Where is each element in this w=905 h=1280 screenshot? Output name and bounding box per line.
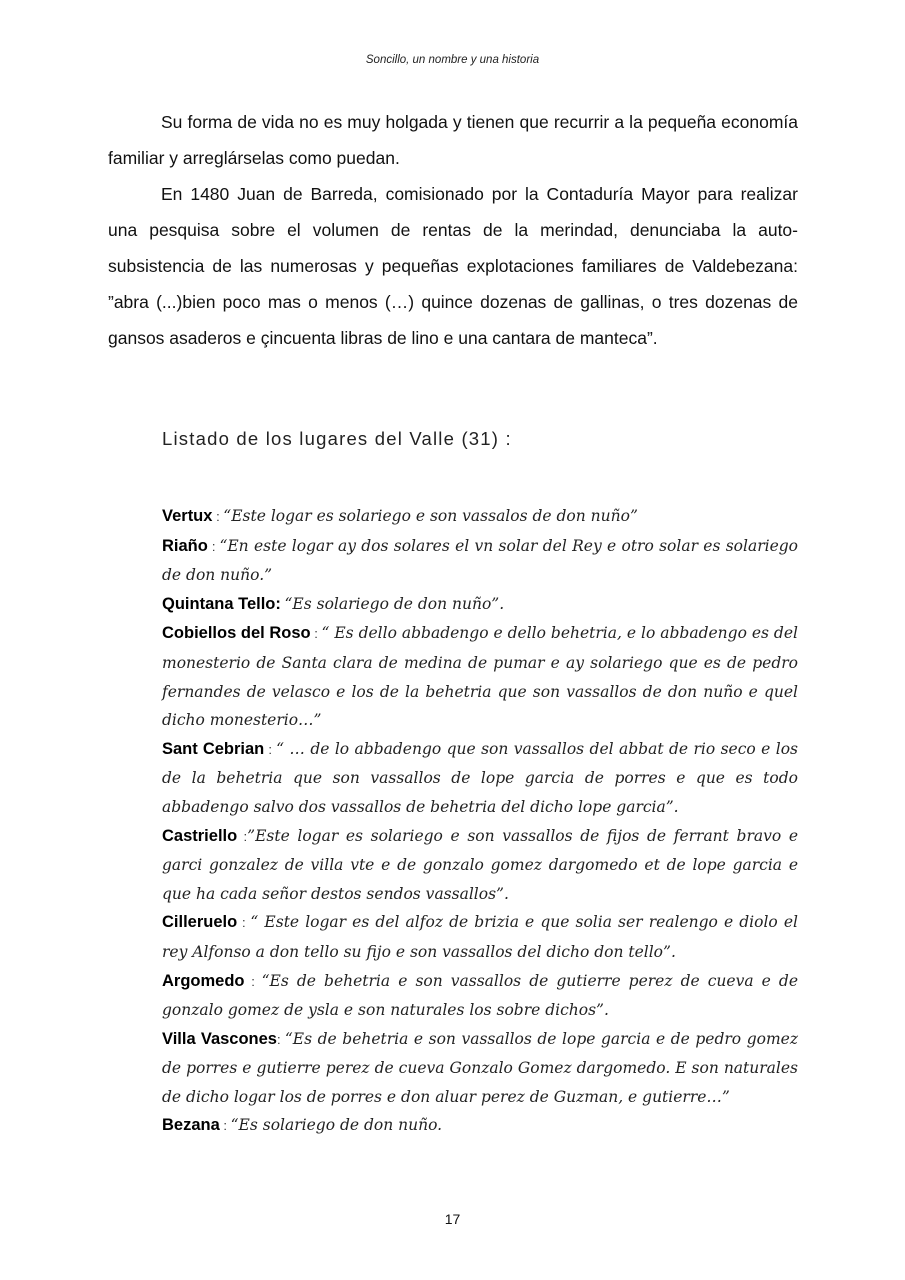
place-separator: : — [207, 538, 220, 554]
place-separator: : — [219, 1118, 231, 1134]
body-text — [108, 104, 798, 356]
place-entry — [162, 1111, 798, 1141]
place-quote: “Es solariego de don nuño. — [230, 1116, 443, 1135]
place-entry — [162, 590, 798, 620]
place-entry — [162, 967, 798, 1025]
place-quote: “Es de behetria e son vassallos de lope garcia e de pedro gomez de porres e gutierre perez de cueva Gonzalo Gomez dargomedo. E son naturales de dicho logar los de porres e don aluar perez de Guzman, e gutierre…” — [162, 1029, 798, 1106]
place-entry — [162, 908, 798, 966]
place-quote: “Es solariego de don nuño”. — [284, 594, 505, 613]
place-name: Riaño — [162, 536, 208, 555]
place-name: Bezana — [162, 1116, 220, 1135]
place-quote: “En este logar ay dos solares el vn solar del Rey e otro solar es solariego de don nuño.” — [162, 536, 798, 585]
place-entry — [162, 822, 798, 909]
place-name: Cobiellos del Roso — [162, 624, 311, 643]
place-quote: “Es de behetria e son vassallos de gutierre perez de cueva e de gonzalo gomez de ysla e son naturales los sobre dichos”. — [162, 971, 798, 1020]
place-quote: “ Este logar es del alfoz de brizia e que solia ser realengo e diolo el rey Alfonso a don tello su fijo e son vassallos del dicho don tello”. — [162, 913, 798, 961]
paragraph: En 1480 Juan de Barreda, comisionado por la Contaduría Mayor para realizar una pesquisa sobre el volumen de rentas de la merindad, denunciaba la auto-subsistencia de las numerosas y pequeñas explotaciones familiares de Valdebezana: ”abra (...)bien poco mas o menos (…) quince dozenas de gallinas, o tres dozenas de gansos asaderos e çincuenta libras de lino e una cantara de manteca”. — [108, 184, 798, 348]
place-quote: ”Este logar es solariego e son vassallos de fijos de ferrant bravo e garci gonzalez de villa vte e de gonzalo gomez dargomedo et de lope garcia e que ha cada señor destos sendos vassallos”. — [162, 826, 798, 903]
place-separator: : — [237, 915, 251, 931]
place-name: Castriello — [162, 826, 238, 845]
page-number: 17 — [444, 1211, 461, 1227]
place-separator: : — [237, 828, 248, 844]
places-list — [162, 502, 798, 1141]
place-name: Vertux — [162, 507, 213, 525]
place-quote: “ Es dello abbadengo e dello behetria, e lo abbadengo es del monesterio de Santa clara de medina de pumar e ay solariego que es de pedro fernandes de velasco e los de la behetria que son vassallos de don nuño e quel dicho monesterio…” — [162, 624, 798, 730]
running-header: Soncillo, un nombre y una historia — [365, 54, 540, 66]
place-separator: : — [277, 1031, 285, 1047]
place-entry — [162, 502, 798, 532]
place-name: Cilleruelo — [162, 913, 238, 932]
place-entry — [162, 735, 798, 822]
place-separator: : — [310, 626, 322, 642]
place-entry — [162, 532, 798, 590]
place-name: Argomedo — [162, 971, 245, 990]
place-separator: : — [264, 741, 277, 757]
place-name: Villa Vascones — [162, 1029, 277, 1048]
place-name: Quintana Tello: — [162, 594, 281, 613]
place-quote: “Este logar es solariego e son vassalos de don nuño” — [223, 507, 638, 525]
place-separator: : — [244, 973, 262, 989]
paragraph: Su forma de vida no es muy holgada y tienen que recurrir a la pequeña economía familiar y arreglárselas como puedan. — [108, 112, 798, 168]
place-entry — [162, 619, 798, 734]
place-name: Sant Cebrian — [162, 739, 265, 758]
place-quote: “ … de lo abbadengo que son vassallos del abbat de rio seco e los de la behetria que son vassallos de lope garcia de porres e que es todo abbadengo salvo dos vassallos de behetria del dicho lope garcia”. — [162, 739, 798, 816]
place-entry — [162, 1025, 798, 1112]
section-title: Listado de los lugares del Valle (31) : — [162, 428, 512, 449]
place-separator: : — [212, 509, 224, 524]
